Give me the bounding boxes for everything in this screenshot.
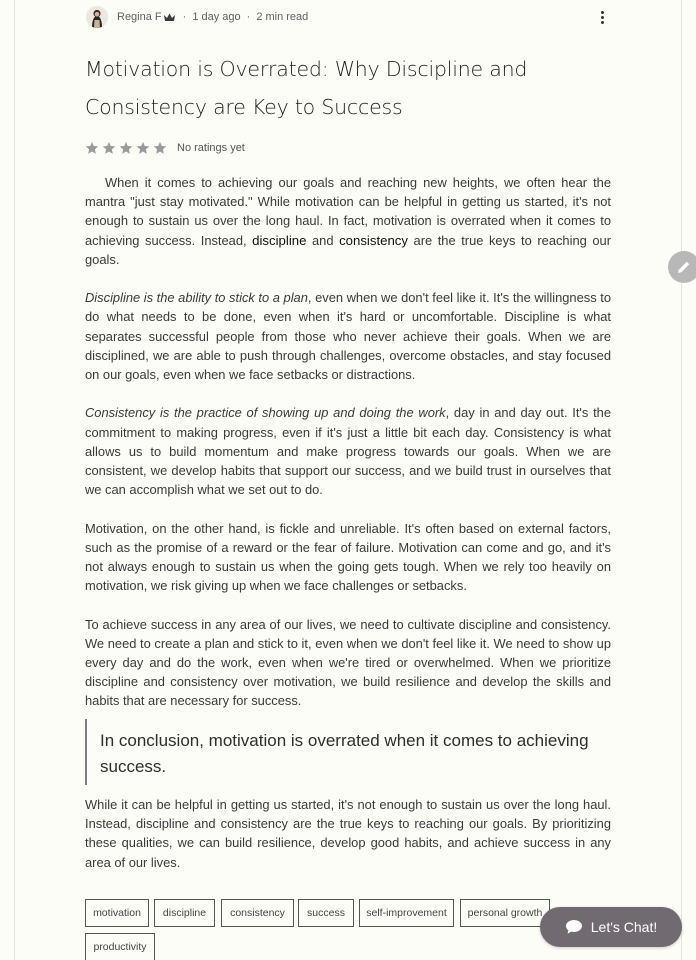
star-rating[interactable] (85, 141, 167, 155)
keyword-discipline: discipline (252, 232, 307, 248)
tag-personal-growth[interactable]: personal growth (460, 899, 550, 927)
author-name[interactable]: Regina F (117, 11, 162, 23)
paragraph: When it comes to achieving our goals and reaching new heights, we often hear the mantra "just stay motivated." While motivation can be helpful in getting us started, it's not enough to sustain us over the long haul. In fact, motivation is overrated when it comes to achieving success. Instead, discipline and consistency are the true keys to reaching our goals. (85, 175, 611, 267)
chat-bubble-icon (565, 919, 583, 935)
paragraph: Consistency is the practice of showing up and doing the work, day in and day out. It's the commitment to making progress, even if it's just a little bit each day. Consistency is what allows us to build momentum and make progress towards our goals. When we are consistent, we develop habits that support our success, and we build trust in ourselves that we can accomplish what we set out to do. (85, 405, 612, 498)
tag-productivity[interactable]: productivity (85, 933, 155, 960)
crown-icon (164, 13, 175, 22)
tag-motivation[interactable]: motivation (85, 899, 149, 927)
tag-success[interactable]: success (298, 899, 354, 927)
emphasis-text: Consistency is the practice of showing up and doing the work (85, 405, 446, 421)
post-date: 1 day ago (192, 11, 241, 23)
pencil-icon (676, 259, 692, 275)
edit-button[interactable] (668, 251, 696, 283)
post-title: Motivation is Overrated: Why Discipline and Consistency are Key to Success (85, 57, 528, 119)
tag-self-improvement[interactable]: self-improvement (359, 899, 454, 927)
chat-button[interactable] (540, 907, 682, 947)
chat-label: Let's Chat! (590, 919, 658, 935)
paragraph: While it can be helpful in getting us started, it's not enough to sustain us over the long haul. Instead, discipline and consistency are the true keys to reaching our goals. By prioritizing these qualities, we can build resilience, develop good habits, and achieve success in any area of our lives. (85, 797, 611, 870)
avatar[interactable] (86, 6, 108, 28)
paragraph: To achieve success in any area of our lives, we need to cultivate discipline and consistency. We need to create a plan and stick to it, even when we don't feel like it. We need to show up every day and do the work, even when we're tired or overwhelmed. When we prioritize discipline and consistency over motivation, we build resilience and develop the skills and habits that are necessary for success. (85, 616, 611, 709)
pull-quote: In conclusion, motivation is overrated when it comes to achieving success. (85, 719, 611, 785)
star-icon[interactable] (119, 141, 133, 155)
separator-dot: · (246, 11, 251, 23)
paragraph: Discipline is the ability to stick to a plan, even when we don't feel like it. It's the willingness to do what needs to be done, even when it's hard or uncomfortable. Discipline is what separates successful people from those who never achieve their goals. When we are disciplined, we are able to push through challenges, overcome obstacles, and stay focused on our goals, even when we face setbacks or distractions. (85, 290, 612, 383)
rating (85, 140, 245, 156)
post-header (86, 4, 610, 30)
star-icon[interactable] (153, 141, 167, 155)
star-icon[interactable] (85, 141, 99, 155)
star-icon[interactable] (102, 141, 116, 155)
star-icon[interactable] (136, 141, 150, 155)
rating-text: No ratings yet (177, 142, 245, 154)
more-options-icon[interactable] (595, 7, 610, 28)
paragraph: Motivation, on the other hand, is fickle and unreliable. It's often based on external factors, such as the promise of a reward or the fear of failure. Motivation can come and go, and it's not always enough to sustain us when the going gets tough. When we rely too heavily on motivation, we risk giving up when we face challenges or setbacks. (85, 520, 611, 594)
tag-discipline[interactable]: discipline (154, 899, 215, 927)
separator-dot: · (182, 11, 187, 23)
tag-consistency[interactable]: consistency (221, 899, 294, 927)
post-body (85, 173, 611, 730)
read-time: 2 min read (256, 11, 309, 23)
emphasis-text: Discipline is the ability to stick to a plan (85, 290, 308, 306)
keyword-consistency: consistency (339, 232, 408, 248)
